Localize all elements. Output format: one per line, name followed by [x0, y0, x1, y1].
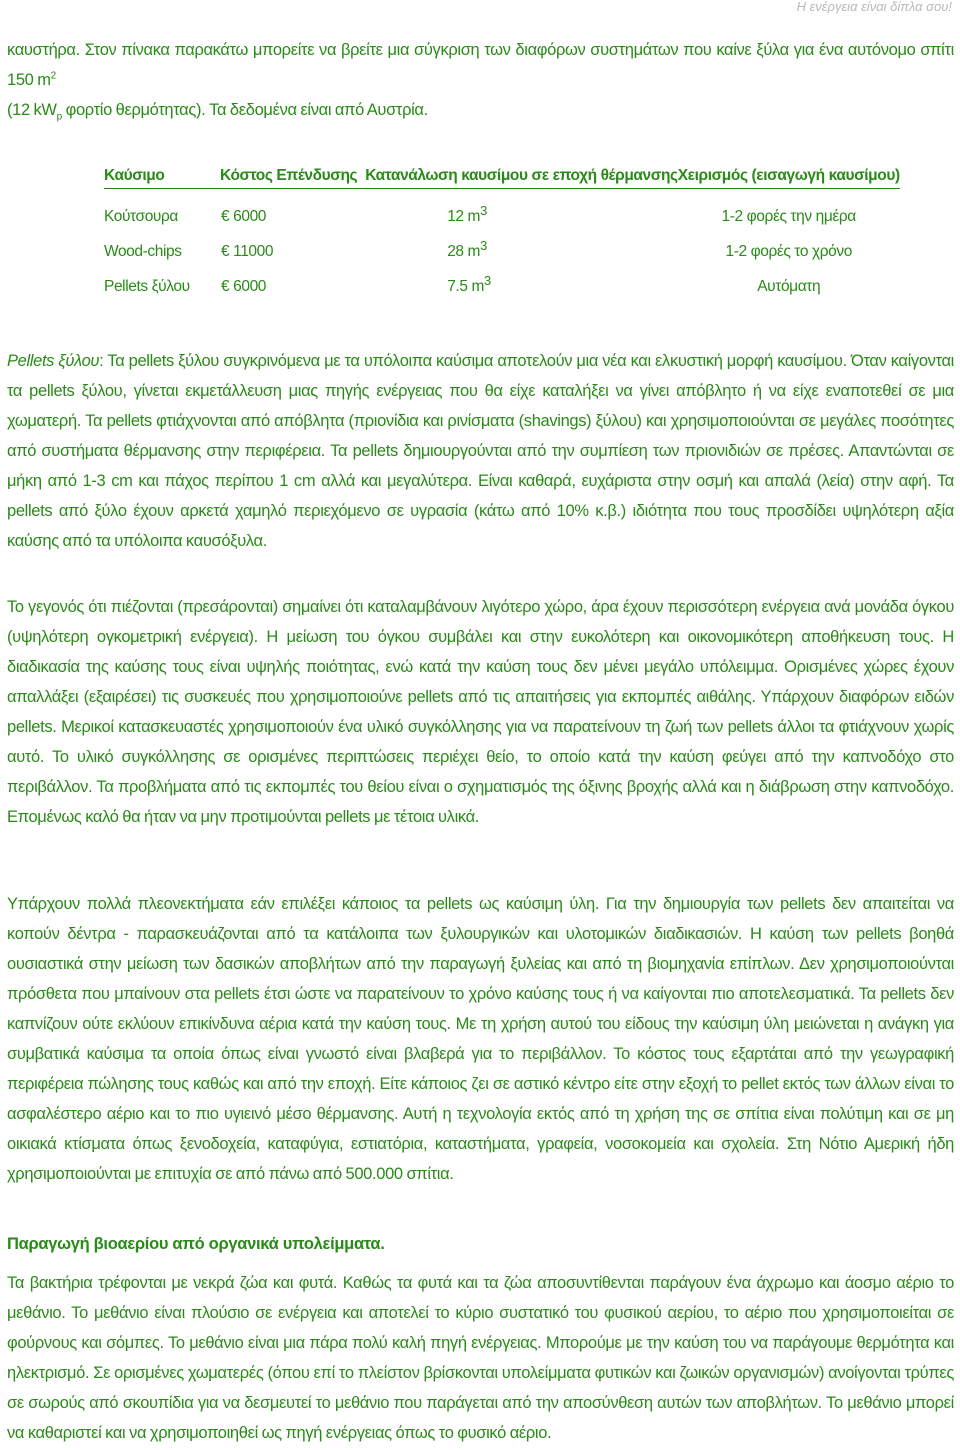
pellets-paragraph	[7, 346, 954, 556]
unit-superscript: 3	[480, 237, 487, 253]
pellets-text: : Τα pellets ξύλου συγκρινόμενα με τα υπόλοιπα καύσιμα αποτελούν μια νέα και ελκυστική μορφή καυσίμου. Όταν καίγονται τα pellets ξύλου, γίνεται εκμετάλλευση μιας πηγής ενέργειας που θα είχε καταλήξει να γίνει απόβλητο ή να είχε εναποτεθεί σε μια χωματερή. Τα pellets φτιάχνονται από απόβλητα (πριονίδια και ρινίσματα (shavings) ξύλου) και χρησιμοποιούνται σε μεγάλες ποσότητες από συστήματα θέρμανσης στην περιφέρεια. Τα pellets δημιουργούνται από την συμπίεση των πριονιδιών σε πρέσες. Απαντώνται σε μήκη από 1-3 cm και πάχος περίπου 1 cm αλλά και μεγαλύτερα. Είναι καθαρά, ευχάριστα στην οσμή και απαλά (λεία) στην αφή. Τα pellets από ξύλο έχουν αρκετά χαμηλό περιεχόμενο σε υγρασία (κάτω από 10% κ.β.) ιδιότητα που τους προσδίδει υψηλότερη αξία καύσης από τα υπόλοιπα καυσόξυλα.	[7, 352, 954, 550]
intro-text-1: καυστήρα. Στον πίνακα παρακάτω μπορείτε να βρείτε μια σύγκριση των διαφόρων συστημάτων που καίνε ξύλα για ένα αυτόνομο σπίτι 150 m	[7, 41, 954, 89]
unit-superscript: 3	[480, 202, 487, 218]
unit-superscript: 3	[483, 272, 491, 288]
cell-handling: 1-2 φορές το χρόνο	[725, 243, 852, 260]
cell-fuel: Wood-chips	[104, 243, 182, 260]
cell-fuel: Pellets ξύλου	[104, 278, 190, 295]
consumption-value: 28 m	[447, 243, 481, 260]
cell-cost: € 6000	[221, 278, 267, 295]
column-header-fuel: Καύσιμο	[104, 164, 218, 189]
column-header-handling: Χειρισμός (εισαγωγή καυσίμου)	[678, 164, 900, 189]
intro-superscript: 2	[50, 70, 56, 82]
compression-paragraph: Το γεγονός ότι πιέζονται (πρεσάρονται) σημαίνει ότι καταλαμβάνουν λιγότερο χώρο, άρα έχουν περισσότερη ενέργεια ανά μονάδα όγκου (υψηλότερη ογκομετρική ενέργεια). Η μείωση του όγκου συμβάλει και στην ευκολότερη και οικονομικότερη αποθήκευση τους. Η διαδικασία της καύσης τους είναι υψηλής ποιότητας, ενώ κατά την καύση τους δεν μένει μεγάλο υπόλειμμα. Ορισμένες χώρες έχουν απαλλάξει (εξαιρέσει) τις συσκευές που χρησιμοποιούνε pellets από τις απαιτήσεις για εκπομπές αιθάλης. Υπάρχουν διαφόρων ειδών pellets. Μερικοί κατασκευαστές χρησιμοποιούν ένα υλικό συγκόλλησης για να παρατείνουν τη ζωή των pellets άλλοι τα φτιάχνουν χωρίς αυτό. Το υλικό συγκόλλησης σε ορισμένες περιπτώσεις περιέχει θείο, το οποίο κατά την καύση φεύγει από την καπνοδόχο στο περιβάλλον. Τα προβλήματα από τις εκπομπές του θείου είναι ο σχηματισμός της όξινης βροχής αλλά και η διάβρωση στην καπνοδόχο. Επομένως καλό θα ήταν να μην προτιμούνται pellets με τέτοια υλικά.	[7, 598, 954, 826]
intro-text-3: φορτίο θερμότητας). Τα δεδομένα είναι από Αυστρία.	[61, 101, 428, 119]
cell-consumption	[357, 189, 678, 227]
fuel-comparison-table	[104, 164, 900, 296]
cell-cost: € 6000	[221, 208, 267, 225]
consumption-value: 12 m	[447, 208, 481, 225]
table-row	[104, 189, 900, 227]
column-header-consumption: Κατανάλωση καυσίμου σε εποχή θέρμανσης	[357, 164, 678, 189]
biogas-heading: Παραγωγή βιοαερίου από οργανικά υπολείμματα.	[7, 1235, 385, 1253]
header-tagline: Η ενέργεια είναι δίπλα σου!	[796, 0, 952, 14]
intro-text-2: (12 kW	[7, 101, 57, 119]
cell-handling: Αυτόματη	[757, 278, 821, 295]
advantages-paragraph: Υπάρχουν πολλά πλεονεκτήματα εάν επιλέξει κάποιος τα pellets ως καύσιμη ύλη. Για την δημιουργία των pellets δεν απαιτείται να κοπούν δέντρα - παρασκευάζονται από τα κατάλοιπα των ξυλουργικών και υλοτομικών διαδικασιών. Η καύση των pellets βοηθά ουσιαστικά στην μείωση των δασικών αποβλήτων από την παραγωγή ξυλείας και από τη βιομηχανία επίπλων. Δεν χρησιμοποιούνται πρόσθετα που μπαίνουν στα pellets έτσι ώστε να παρατείνουν το χρόνο καύσης τους ή να καίγονται πιο αποτελεσματικά. Τα pellets δεν καπνίζουν ούτε εκλύουν επικίνδυνα αέρια κατά την καύση τους. Με τη χρήση αυτού του είδους την καύσιμη ύλη μειώνεται η ανάγκη για συμβατικά καύσιμα τα οποία όπως είναι γνωστό είναι βλαβερά για το περιβάλλον. Το κόστος τους εξαρτάται από την γεωγραφική περιφέρεια πώλησης τους καθώς και από την εποχή. Είτε κάποιος ζει σε αστικό κέντρο είτε στην εξοχή το pellet εκτός των άλλων είναι το ασφαλέστερο αέριο και το πιο υγιεινό μέσο θέρμανσης. Αυτή η τεχνολογία εκτός από τη χρήση της σε σπίτια είναι πολύτιμη και σε μη οικιακά κτίσματα όπως ξενοδοχεία, καταφύγια, εστιατόρια, καταστήματα, γραφεία, νοσοκομεία και σχολεία. Στη Νότιο Αμερική ήδη χρησιμοποιούνται με επιτυχία σε από πάνω από 500.000 σπίτια.	[7, 895, 954, 1183]
table-header-row	[104, 164, 900, 189]
cell-consumption	[357, 226, 678, 261]
cell-consumption	[357, 261, 678, 296]
intro-paragraph	[7, 35, 954, 125]
cell-cost: € 11000	[221, 243, 274, 260]
table-row	[104, 226, 900, 261]
consumption-value: 7.5 m	[447, 278, 484, 295]
pellets-lead: Pellets ξύλου	[7, 352, 100, 370]
column-header-cost: Κόστος Επένδυσης	[218, 164, 357, 189]
intro-subscript: p	[56, 111, 62, 123]
biogas-paragraph: Τα βακτήρια τρέφονται με νεκρά ζώα και φυτά. Καθώς τα φυτά και τα ζώα αποσυντίθενται παράγουν ένα άχρωμο και άοσμο αέριο το μεθάνιο. Το μεθάνιο είναι πλούσιο σε ενέργεια και αποτελεί το κύριο συστατικό του φυσικού αερίου, το αέριο που χρησιμοποιείται σε φούρνους και σόμπες. Το μεθάνιο είναι μια πάρα πολύ καλή πηγή ενέργειας. Μπορούμε με την καύση του να παράγουμε θερμότητα και ηλεκτρισμό. Σε ορισμένες χωματερές (όπου επί το πλείστον βρίσκονται υπολείμματα φυτικών και ζωικών οργανισμών) ανοίγονται τρύπες σε σωρούς από σκουπίδια για να δεσμευτεί το μεθάνιο που παράγεται από την αποσύνθεση αυτών των αποβλήτων. Το μεθάνιο μπορεί να καθαριστεί και να χρησιμοποιηθεί ως πηγή ενέργειας όπως το φυσικό αέριο.	[7, 1274, 954, 1442]
table-row	[104, 261, 900, 296]
cell-handling: 1-2 φορές την ημέρα	[721, 208, 856, 225]
cell-fuel: Κούτσουρα	[104, 208, 178, 225]
